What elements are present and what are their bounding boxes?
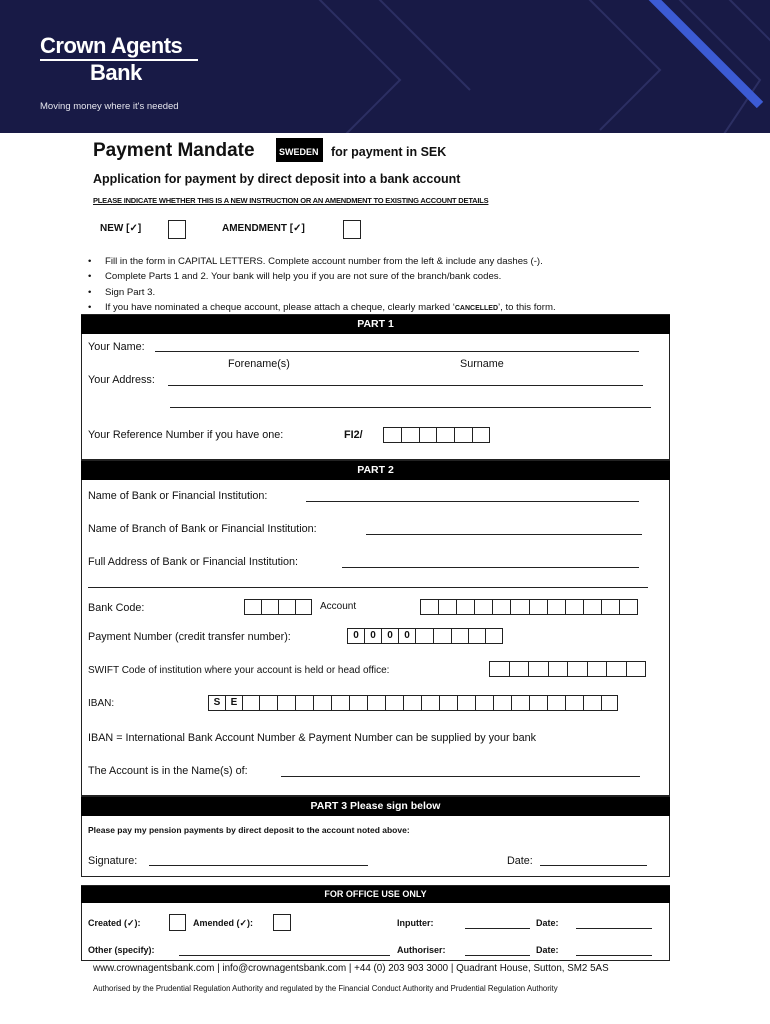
new-option-label: NEW [✓] [100,223,142,234]
instructions-list [88,254,556,317]
swift-code-cells[interactable] [489,661,646,677]
bank-code-label: Bank Code: [88,602,145,614]
created-label: Created (✓): [88,918,141,928]
indicate-instruction: PLEASE INDICATE WHETHER THIS IS A NEW INSTRUCTION OR AN AMENDMENT TO EXISTING ACCOUNT DETAILS [93,196,489,205]
account-name-field[interactable] [281,776,640,777]
bank-code-cells[interactable] [244,599,312,615]
inputter-date-label: Date: [536,918,559,928]
amendment-option-label: AMENDMENT [✓] [222,223,305,234]
name-field[interactable] [155,351,639,352]
branch-name-label: Name of Branch of Bank or Financial Institution: [88,523,317,535]
payment-digit: 0 [381,628,398,644]
sign-date-field[interactable] [540,865,647,866]
part3-heading: PART 3 Please sign below [81,797,670,816]
iban-cells[interactable] [208,695,618,711]
branch-name-field[interactable] [366,534,642,535]
page-subtitle: Application for payment by direct deposit into a bank account [93,172,461,186]
payment-digit: 0 [398,628,415,644]
bank-address-field-2[interactable] [88,587,648,588]
iban-label: IBAN: [88,698,115,709]
cancelled-word: CANCELLED [454,305,499,313]
authoriser-label: Authoriser: [397,945,446,955]
address-field-2[interactable] [170,407,651,408]
forename-label: Forename(s) [228,358,290,370]
account-name-label: The Account is in the Name(s) of: [88,765,248,777]
new-checkbox[interactable] [168,220,186,239]
authoriser-date-label: Date: [536,945,559,955]
iban-char: E [225,695,242,711]
signature-label: Signature: [88,855,138,867]
amended-label: Amended (✓): [193,918,254,928]
bank-address-label: Full Address of Bank or Financial Institution: [88,556,299,568]
reference-prefix: FI2/ [344,429,363,441]
payment-digit: 0 [347,628,364,644]
other-label: Other (specify): [88,945,155,955]
bank-name-field[interactable] [306,501,639,502]
iban-char: S [208,695,225,711]
page-title: Payment Mandate [93,140,255,161]
account-label: Account [320,601,357,612]
part1-heading: PART 1 [81,315,670,334]
header-banner [0,0,770,133]
payment-number-label: Payment Number (credit transfer number): [88,631,291,643]
inputter-label: Inputter: [397,918,434,928]
consent-text: Please pay my pension payments by direct deposit to the account noted above: [88,825,410,835]
footer-contact: www.crownagentsbank.com | info@crownagentsbank.com | +44 (0) 203 903 3000 | Quadrant House, Sutton, SM2 5AS [93,963,609,974]
name-label: Your Name: [88,341,145,353]
currency-label: for payment in SEK [331,145,447,159]
footer-regulation: Authorised by the Prudential Regulation Authority and regulated by the Financial Conduct Authority and Prudential Regulation Authority [93,984,558,993]
part2-heading: PART 2 [81,461,670,480]
payment-digit: 0 [364,628,381,644]
authoriser-date-field[interactable] [576,955,652,956]
instruction-item: • Complete Parts 1 and 2. Your bank will help you if you are not sure of the branch/bank codes. [88,269,556,284]
reference-label: Your Reference Number if you have one: [88,429,284,441]
inputter-date-field[interactable] [576,928,652,929]
other-field[interactable] [179,955,390,956]
tagline: Moving money where it's needed [40,101,179,112]
amendment-checkbox[interactable] [343,220,361,239]
instruction-item: • Sign Part 3. [88,285,556,300]
instruction-text: If you have nominated a cheque account, please attach a cheque, clearly marked ‘ [105,302,455,314]
instruction-item: • Fill in the form in CAPITAL LETTERS. Complete account number from the left & include any dashes (-). [88,254,556,269]
brand-line2: Bank [90,60,142,85]
inputter-field[interactable] [465,928,530,929]
iban-note: IBAN = International Bank Account Number & Payment Number can be supplied by your bank [88,732,537,744]
surname-label: Surname [460,358,504,370]
instruction-text-end: ’, to this form. [498,302,556,314]
bank-logo [40,34,198,85]
payment-number-cells[interactable] [347,628,503,644]
brand-line1: Crown Agents [40,34,198,61]
office-heading: FOR OFFICE USE ONLY [81,886,670,903]
swift-label: SWIFT Code of institution where your account is held or head office: [88,665,390,676]
authoriser-field[interactable] [465,955,530,956]
bank-address-field-1[interactable] [342,567,639,568]
country-tag: SWEDEN [276,138,323,162]
amended-checkbox[interactable] [273,914,291,931]
account-number-cells[interactable] [420,599,638,615]
signature-field[interactable] [149,865,368,866]
bank-name-label: Name of Bank or Financial Institution: [88,490,268,502]
sign-date-label: Date: [507,855,533,867]
address-field-1[interactable] [168,385,643,386]
created-checkbox[interactable] [169,914,186,931]
reference-number-cells[interactable] [383,427,490,443]
address-label: Your Address: [88,374,155,386]
